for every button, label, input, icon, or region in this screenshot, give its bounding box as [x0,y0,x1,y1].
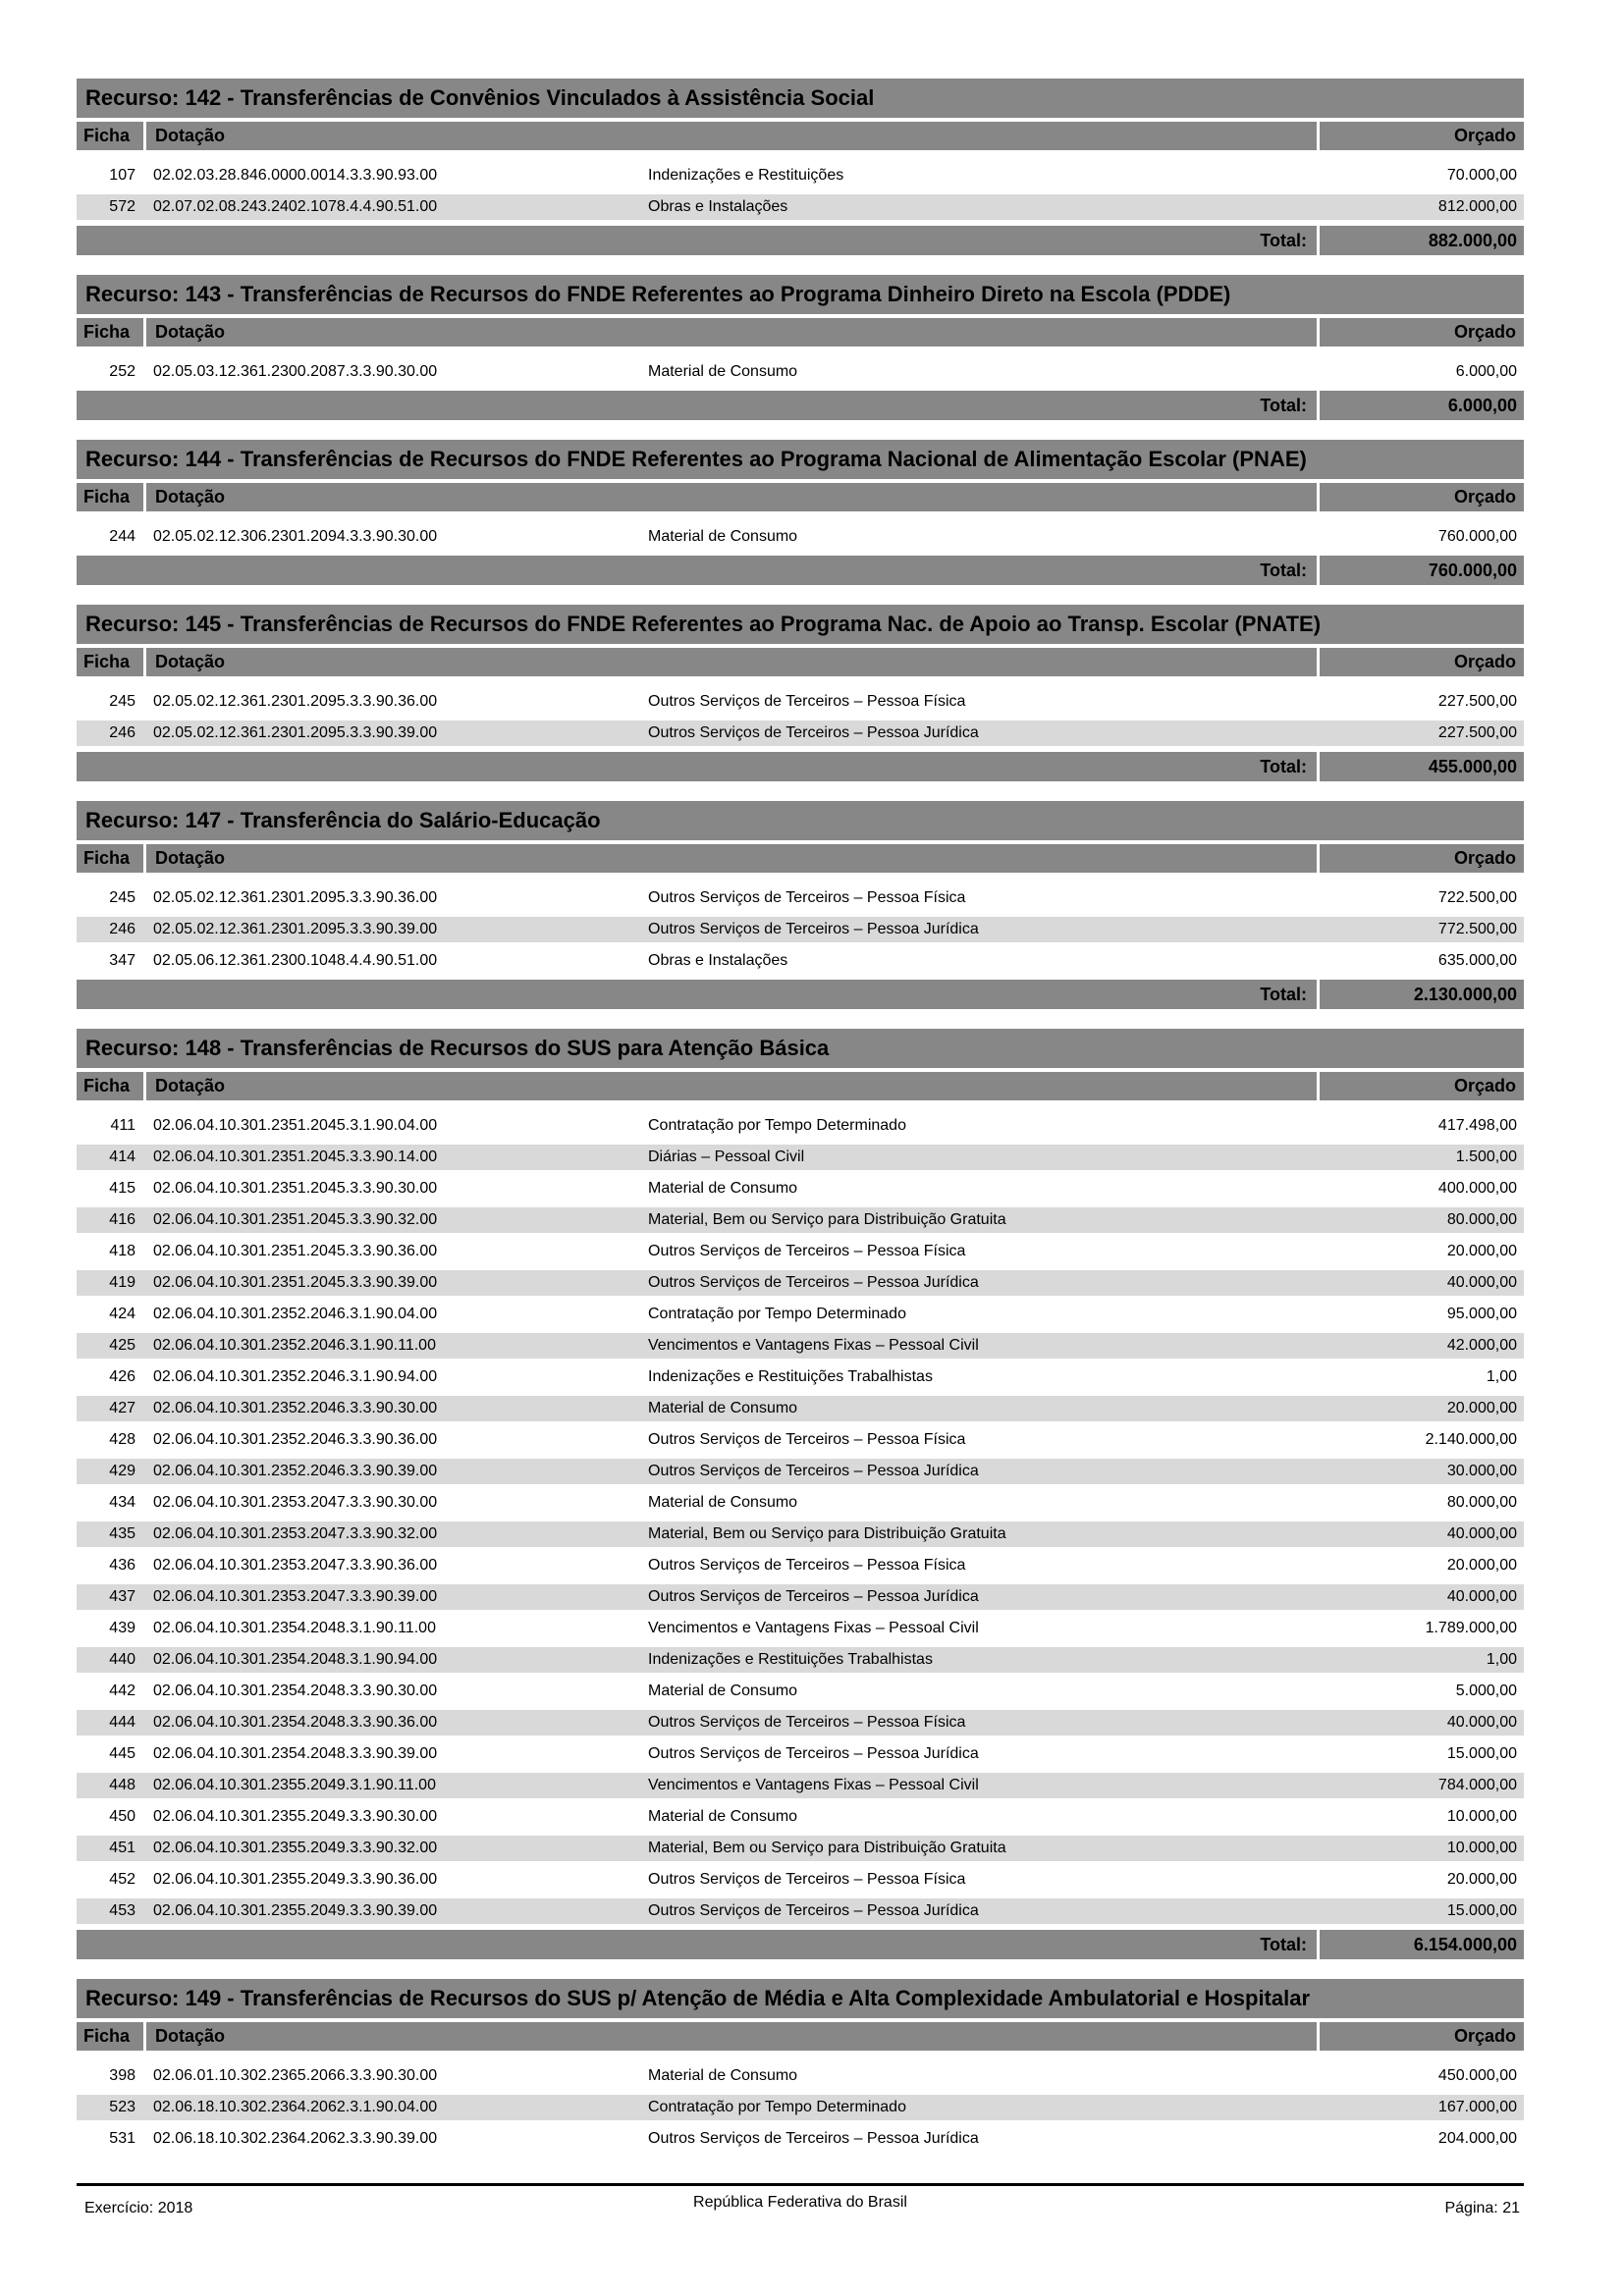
orcado-cell: 20.000,00 [1446,1243,1517,1259]
resource-section [77,275,1524,420]
descricao-cell: Obras e Instalações [648,952,788,969]
column-header-orcado: Orçado [1453,1076,1516,1095]
column-header-row [77,1072,1524,1100]
column-header-row [77,648,1524,676]
descricao-cell: Outros Serviços de Terceiros – Pessoa Física [648,1243,966,1259]
ficha-cell: 453 [109,1902,135,1919]
table-row [77,194,1524,220]
descricao-cell: Outros Serviços de Terceiros – Pessoa Física [648,1431,966,1448]
orcado-cell: 1,00 [1486,1368,1517,1385]
orcado-cell: 772.500,00 [1437,921,1517,937]
orcado-cell: 95.000,00 [1446,1306,1517,1322]
dotacao-cell: 02.06.04.10.301.2353.2047.3.3.90.36.00 [153,1557,438,1574]
section-title: Recurso: 147 - Transferência do Salário-Educação [77,801,1524,840]
total-label: Total: [1260,985,1307,1004]
orcado-cell: 10.000,00 [1446,1808,1517,1825]
orcado-cell: 40.000,00 [1446,1588,1517,1605]
orcado-cell: 227.500,00 [1437,693,1517,710]
ficha-cell: 245 [109,693,135,710]
table-row [77,2126,1524,2152]
table-row [77,1867,1524,1893]
total-label: Total: [1260,1935,1307,1954]
orcado-cell: 40.000,00 [1446,1274,1517,1291]
descricao-cell: Outros Serviços de Terceiros – Pessoa Jurídica [648,1588,979,1605]
dotacao-cell: 02.06.04.10.301.2353.2047.3.3.90.30.00 [153,1494,438,1511]
orcado-cell: 20.000,00 [1446,1871,1517,1888]
orcado-cell: 635.000,00 [1437,952,1517,969]
column-header-dotacao: Dotação [155,322,226,342]
ficha-cell: 347 [109,952,135,969]
orcado-cell: 417.498,00 [1437,1117,1517,1134]
orcado-cell: 6.000,00 [1455,363,1517,380]
footer-exercicio: Exercício: 2018 [84,2200,193,2216]
descricao-cell: Material, Bem ou Serviço para Distribuição Gratuita [648,1840,1006,1856]
descricao-cell: Diárias – Pessoal Civil [648,1148,805,1165]
table-row [77,1427,1524,1453]
ficha-cell: 252 [109,363,135,380]
ficha-cell: 427 [109,1400,135,1416]
dotacao-cell: 02.06.04.10.301.2355.2049.3.1.90.11.00 [153,1777,436,1793]
section-title: Recurso: 144 - Transferências de Recursos do FNDE Referentes ao Programa Nacional de Alimentação Escolar (PNAE) [77,440,1524,479]
orcado-cell: 20.000,00 [1446,1400,1517,1416]
column-header-dotacao: Dotação [155,126,226,145]
column-header-ficha: Ficha [83,1076,131,1095]
column-header-orcado: Orçado [1453,848,1516,868]
table-row [77,1522,1524,1547]
table-row [77,1364,1524,1390]
table-row [77,359,1524,385]
descricao-cell: Material de Consumo [648,1682,798,1699]
orcado-cell: 722.500,00 [1437,889,1517,906]
table-row [77,1302,1524,1327]
orcado-cell: 70.000,00 [1446,167,1517,184]
descricao-cell: Outros Serviços de Terceiros – Pessoa Jurídica [648,724,979,741]
rows-container [77,359,1524,385]
dotacao-cell: 02.06.04.10.301.2355.2049.3.3.90.32.00 [153,1840,438,1856]
orcado-cell: 1.789.000,00 [1425,1620,1517,1636]
dotacao-cell: 02.06.04.10.301.2352.2046.3.1.90.04.00 [153,1306,438,1322]
dotacao-cell: 02.06.04.10.301.2351.2045.3.3.90.14.00 [153,1148,438,1165]
table-row [77,1898,1524,1924]
total-row [77,556,1524,585]
dotacao-cell: 02.07.02.08.243.2402.1078.4.4.90.51.00 [153,198,438,215]
section-title: Recurso: 149 - Transferências de Recursos do SUS p/ Atenção de Média e Alta Complexidade Ambulatorial e Hospitalar [77,1979,1524,2018]
ficha-cell: 523 [109,2099,135,2115]
rows-container [77,689,1524,746]
ficha-cell: 440 [109,1651,135,1668]
table-row [77,1584,1524,1610]
ficha-cell: 444 [109,1714,135,1731]
descricao-cell: Outros Serviços de Terceiros – Pessoa Jurídica [648,1745,979,1762]
descricao-cell: Outros Serviços de Terceiros – Pessoa Jurídica [648,1274,979,1291]
column-header-dotacao: Dotação [155,652,226,671]
descricao-cell: Contratação por Tempo Determinado [648,1117,906,1134]
ficha-cell: 246 [109,724,135,741]
total-row [77,980,1524,1009]
orcado-cell: 204.000,00 [1437,2130,1517,2147]
footer-page-number: Página: 21 [1444,2200,1520,2216]
dotacao-cell: 02.06.04.10.301.2352.2046.3.1.90.94.00 [153,1368,438,1385]
ficha-cell: 429 [109,1463,135,1479]
table-row [77,1741,1524,1767]
ficha-cell: 416 [109,1211,135,1228]
ficha-cell: 428 [109,1431,135,1448]
table-row [77,1553,1524,1578]
ficha-cell: 246 [109,921,135,937]
orcado-cell: 400.000,00 [1437,1180,1517,1197]
dotacao-cell: 02.06.04.10.301.2354.2048.3.3.90.36.00 [153,1714,438,1731]
descricao-cell: Material de Consumo [648,1808,798,1825]
descricao-cell: Outros Serviços de Terceiros – Pessoa Física [648,1871,966,1888]
table-row [77,885,1524,911]
dotacao-cell: 02.05.02.12.361.2301.2095.3.3.90.36.00 [153,693,438,710]
descricao-cell: Outros Serviços de Terceiros – Pessoa Física [648,1557,966,1574]
dotacao-cell: 02.06.04.10.301.2351.2045.3.1.90.04.00 [153,1117,438,1134]
descricao-cell: Material de Consumo [648,2067,798,2084]
orcado-cell: 80.000,00 [1446,1494,1517,1511]
descricao-cell: Indenizações e Restituições [648,167,844,184]
descricao-cell: Outros Serviços de Terceiros – Pessoa Jurídica [648,1463,979,1479]
orcado-cell: 760.000,00 [1437,528,1517,545]
column-header-orcado: Orçado [1453,126,1516,145]
ficha-cell: 245 [109,889,135,906]
footer-country: República Federativa do Brasil [693,2194,907,2211]
dotacao-cell: 02.06.04.10.301.2351.2045.3.3.90.39.00 [153,1274,438,1291]
orcado-cell: 42.000,00 [1446,1337,1517,1354]
table-row [77,2095,1524,2120]
orcado-cell: 1,00 [1486,1651,1517,1668]
table-row [77,1804,1524,1830]
column-header-dotacao: Dotação [155,487,226,507]
orcado-cell: 167.000,00 [1437,2099,1517,2115]
ficha-cell: 425 [109,1337,135,1354]
table-row [77,1113,1524,1139]
orcado-cell: 30.000,00 [1446,1463,1517,1479]
ficha-cell: 439 [109,1620,135,1636]
section-title: Recurso: 148 - Transferências de Recursos do SUS para Atenção Básica [77,1029,1524,1068]
ficha-cell: 436 [109,1557,135,1574]
table-row [77,917,1524,942]
column-header-dotacao: Dotação [155,2026,226,2046]
dotacao-cell: 02.06.18.10.302.2364.2062.3.3.90.39.00 [153,2130,438,2147]
ficha-cell: 442 [109,1682,135,1699]
rows-container [77,163,1524,220]
table-row [77,1176,1524,1201]
dotacao-cell: 02.05.06.12.361.2300.1048.4.4.90.51.00 [153,952,438,969]
total-label: Total: [1260,561,1307,580]
descricao-cell: Indenizações e Restituições Trabalhistas [648,1368,933,1385]
dotacao-cell: 02.06.04.10.301.2352.2046.3.3.90.30.00 [153,1400,438,1416]
total-label: Total: [1260,231,1307,250]
orcado-cell: 10.000,00 [1446,1840,1517,1856]
total-value: 882.000,00 [1428,231,1517,250]
ficha-cell: 451 [109,1840,135,1856]
table-row [77,1773,1524,1798]
rows-container [77,885,1524,974]
descricao-cell: Outros Serviços de Terceiros – Pessoa Física [648,1714,966,1731]
resource-section [77,801,1524,1009]
dotacao-cell: 02.06.01.10.302.2365.2066.3.3.90.30.00 [153,2067,438,2084]
total-value: 6.000,00 [1447,396,1517,415]
dotacao-cell: 02.06.04.10.301.2353.2047.3.3.90.32.00 [153,1525,438,1542]
descricao-cell: Material, Bem ou Serviço para Distribuição Gratuita [648,1525,1006,1542]
descricao-cell: Contratação por Tempo Determinado [648,2099,906,2115]
column-header-ficha: Ficha [83,322,131,342]
rows-container [77,1113,1524,1924]
ficha-cell: 452 [109,1871,135,1888]
footer-divider [77,2183,1524,2186]
table-row [77,721,1524,746]
table-row [77,1333,1524,1359]
total-label: Total: [1260,757,1307,776]
orcado-cell: 80.000,00 [1446,1211,1517,1228]
orcado-cell: 812.000,00 [1437,198,1517,215]
column-header-row [77,483,1524,511]
column-header-ficha: Ficha [83,487,131,507]
table-row [77,1270,1524,1296]
dotacao-cell: 02.05.02.12.361.2301.2095.3.3.90.39.00 [153,921,438,937]
total-row [77,1930,1524,1959]
orcado-cell: 20.000,00 [1446,1557,1517,1574]
ficha-cell: 244 [109,528,135,545]
table-row [77,524,1524,550]
dotacao-cell: 02.06.04.10.301.2355.2049.3.3.90.36.00 [153,1871,438,1888]
descricao-cell: Indenizações e Restituições Trabalhistas [648,1651,933,1668]
column-header-ficha: Ficha [83,126,131,145]
ficha-cell: 572 [109,198,135,215]
ficha-cell: 398 [109,2067,135,2084]
dotacao-cell: 02.06.04.10.301.2352.2046.3.3.90.39.00 [153,1463,438,1479]
table-row [77,689,1524,715]
ficha-cell: 450 [109,1808,135,1825]
section-title: Recurso: 142 - Transferências de Convênios Vinculados à Assistência Social [77,79,1524,118]
dotacao-cell: 02.05.02.12.306.2301.2094.3.3.90.30.00 [153,528,438,545]
column-header-row [77,318,1524,347]
dotacao-cell: 02.06.04.10.301.2354.2048.3.3.90.39.00 [153,1745,438,1762]
dotacao-cell: 02.06.04.10.301.2351.2045.3.3.90.30.00 [153,1180,438,1197]
table-row [77,2063,1524,2089]
ficha-cell: 419 [109,1274,135,1291]
table-row [77,1616,1524,1641]
orcado-cell: 2.140.000,00 [1425,1431,1517,1448]
table-row [77,1145,1524,1170]
total-value: 6.154.000,00 [1413,1935,1517,1954]
rows-container [77,524,1524,550]
dotacao-cell: 02.06.04.10.301.2354.2048.3.1.90.11.00 [153,1620,436,1636]
descricao-cell: Vencimentos e Vantagens Fixas – Pessoal Civil [648,1620,979,1636]
table-row [77,1490,1524,1516]
ficha-cell: 424 [109,1306,135,1322]
column-header-orcado: Orçado [1453,322,1516,342]
dotacao-cell: 02.06.04.10.301.2354.2048.3.3.90.30.00 [153,1682,438,1699]
ficha-cell: 418 [109,1243,135,1259]
total-value: 2.130.000,00 [1413,985,1517,1004]
column-header-orcado: Orçado [1453,2026,1516,2046]
orcado-cell: 15.000,00 [1446,1902,1517,1919]
ficha-cell: 107 [109,167,135,184]
orcado-cell: 227.500,00 [1437,724,1517,741]
dotacao-cell: 02.05.02.12.361.2301.2095.3.3.90.39.00 [153,724,438,741]
orcado-cell: 5.000,00 [1455,1682,1517,1699]
section-title: Recurso: 145 - Transferências de Recursos do FNDE Referentes ao Programa Nac. de Apoio ao Transp. Escolar (PNATE) [77,605,1524,644]
descricao-cell: Outros Serviços de Terceiros – Pessoa Jurídica [648,1902,979,1919]
dotacao-cell: 02.06.18.10.302.2364.2062.3.1.90.04.00 [153,2099,438,2115]
column-header-dotacao: Dotação [155,848,226,868]
resource-section [77,79,1524,255]
dotacao-cell: 02.06.04.10.301.2352.2046.3.1.90.11.00 [153,1337,436,1354]
descricao-cell: Material de Consumo [648,1494,798,1511]
sections-container [77,79,1524,2152]
table-row [77,1239,1524,1264]
dotacao-cell: 02.06.04.10.301.2353.2047.3.3.90.39.00 [153,1588,438,1605]
descricao-cell: Outros Serviços de Terceiros – Pessoa Jurídica [648,921,979,937]
column-header-ficha: Ficha [83,652,131,671]
orcado-cell: 450.000,00 [1437,2067,1517,2084]
dotacao-cell: 02.02.03.28.846.0000.0014.3.3.90.93.00 [153,167,438,184]
orcado-cell: 15.000,00 [1446,1745,1517,1762]
table-row [77,1207,1524,1233]
total-row [77,752,1524,781]
table-row [77,1679,1524,1704]
total-label: Total: [1260,396,1307,415]
resource-section [77,605,1524,781]
dotacao-cell: 02.06.04.10.301.2354.2048.3.1.90.94.00 [153,1651,438,1668]
descricao-cell: Outros Serviços de Terceiros – Pessoa Física [648,889,966,906]
table-row [77,948,1524,974]
dotacao-cell: 02.05.02.12.361.2301.2095.3.3.90.36.00 [153,889,438,906]
dotacao-cell: 02.06.04.10.301.2355.2049.3.3.90.30.00 [153,1808,438,1825]
column-header-row [77,844,1524,873]
dotacao-cell: 02.06.04.10.301.2352.2046.3.3.90.36.00 [153,1431,438,1448]
descricao-cell: Material de Consumo [648,1400,798,1416]
descricao-cell: Material de Consumo [648,528,798,545]
descricao-cell: Material, Bem ou Serviço para Distribuição Gratuita [648,1211,1006,1228]
resource-section [77,1029,1524,1959]
total-value: 455.000,00 [1428,757,1517,776]
descricao-cell: Outros Serviços de Terceiros – Pessoa Jurídica [648,2130,979,2147]
descricao-cell: Obras e Instalações [648,198,788,215]
column-header-row [77,2022,1524,2051]
dotacao-cell: 02.06.04.10.301.2351.2045.3.3.90.32.00 [153,1211,438,1228]
ficha-cell: 434 [109,1494,135,1511]
total-value: 760.000,00 [1428,561,1517,580]
descricao-cell: Outros Serviços de Terceiros – Pessoa Física [648,693,966,710]
descricao-cell: Material de Consumo [648,363,798,380]
ficha-cell: 415 [109,1180,135,1197]
ficha-cell: 437 [109,1588,135,1605]
table-row [77,1459,1524,1484]
table-row [77,1647,1524,1673]
ficha-cell: 411 [110,1117,135,1134]
total-row [77,226,1524,255]
table-row [77,163,1524,188]
descricao-cell: Vencimentos e Vantagens Fixas – Pessoal Civil [648,1777,979,1793]
resource-section [77,1979,1524,2152]
column-header-ficha: Ficha [83,2026,131,2046]
resource-section [77,440,1524,585]
orcado-cell: 1.500,00 [1455,1148,1517,1165]
table-row [77,1710,1524,1735]
column-header-dotacao: Dotação [155,1076,226,1095]
total-row [77,391,1524,420]
table-row [77,1396,1524,1421]
descricao-cell: Contratação por Tempo Determinado [648,1306,906,1322]
column-header-orcado: Orçado [1453,652,1516,671]
descricao-cell: Vencimentos e Vantagens Fixas – Pessoal Civil [648,1337,979,1354]
orcado-cell: 40.000,00 [1446,1525,1517,1542]
column-header-ficha: Ficha [83,848,131,868]
column-header-row [77,122,1524,150]
column-header-orcado: Orçado [1453,487,1516,507]
ficha-cell: 426 [109,1368,135,1385]
dotacao-cell: 02.06.04.10.301.2351.2045.3.3.90.36.00 [153,1243,438,1259]
ficha-cell: 435 [109,1525,135,1542]
section-title: Recurso: 143 - Transferências de Recursos do FNDE Referentes ao Programa Dinheiro Direto na Escola (PDDE) [77,275,1524,314]
rows-container [77,2063,1524,2152]
orcado-cell: 40.000,00 [1446,1714,1517,1731]
ficha-cell: 445 [109,1745,135,1762]
descricao-cell: Material de Consumo [648,1180,798,1197]
orcado-cell: 784.000,00 [1437,1777,1517,1793]
ficha-cell: 448 [109,1777,135,1793]
budget-report-page [77,79,1524,2171]
ficha-cell: 531 [109,2130,135,2147]
ficha-cell: 414 [109,1148,135,1165]
dotacao-cell: 02.05.03.12.361.2300.2087.3.3.90.30.00 [153,363,438,380]
table-row [77,1836,1524,1861]
dotacao-cell: 02.06.04.10.301.2355.2049.3.3.90.39.00 [153,1902,438,1919]
